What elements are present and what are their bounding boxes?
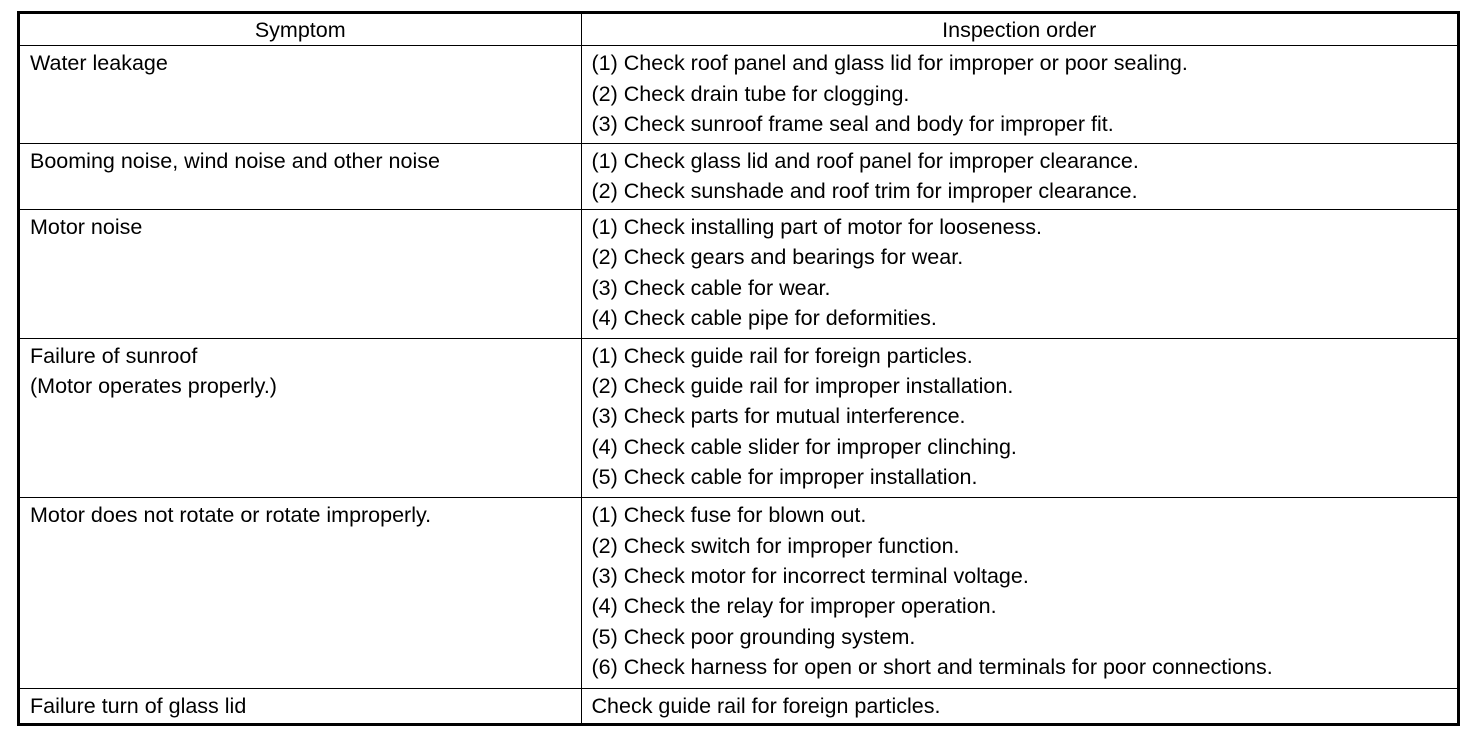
table-row [20,338,1457,498]
symptom-cell [20,143,581,209]
symptom-column-header: Symptom [20,14,581,46]
symptom-text: Failure turn of glass lid [30,693,247,718]
table-row [20,498,1457,689]
inspection-step: (4) Check cable pipe for deformities. [591,306,937,331]
inspection-step: (4) Check the relay for improper operation. [591,594,997,619]
table-row [20,688,1457,723]
inspection-step: (2) Check drain tube for clogging. [591,81,910,106]
symptom-text: Motor noise [30,215,143,240]
inspection-step: (1) Check guide rail for foreign particles. [591,343,973,368]
inspection-cell [581,143,1457,209]
inspection-order-column-header: Inspection order [581,14,1457,46]
inspection-cell [581,498,1457,689]
symptom-text: Failure of sunroof [30,343,198,368]
inspection-step: (1) Check installing part of motor for looseness. [591,215,1043,240]
table-row [20,143,1457,209]
inspection-step: Check guide rail for foreign particles. [591,693,941,718]
symptom-text: Motor does not rotate or rotate improperly. [30,503,432,528]
inspection-step: (1) Check glass lid and roof panel for improper clearance. [591,148,1139,173]
inspection-step: (3) Check parts for mutual interference. [591,404,966,429]
inspection-step: (2) Check switch for improper function. [591,533,960,558]
symptom-cell [20,688,581,723]
inspection-cell [581,688,1457,723]
inspection-step: (5) Check cable for improper installation. [591,465,978,490]
inspection-step: (3) Check cable for wear. [591,275,831,300]
inspection-step: (4) Check cable slider for improper clinching. [591,434,1017,459]
inspection-step: (3) Check motor for incorrect terminal voltage. [591,563,1029,588]
header-row [20,14,1457,46]
table-row [20,46,1457,143]
inspection-step: (6) Check harness for open or short and terminals for poor connections. [591,655,1273,680]
inspection-cell [581,210,1457,338]
symptom-text: Water leakage [30,51,168,76]
inspection-cell [581,46,1457,143]
inspection-step: (3) Check sunroof frame seal and body for improper fit. [591,112,1114,137]
symptom-cell [20,338,581,498]
symptom-cell [20,210,581,338]
inspection-step: (5) Check poor grounding system. [591,624,916,649]
diagnosis-table-frame [17,11,1460,726]
table-row [20,210,1457,338]
symptom-note: (Motor operates properly.) [30,373,277,398]
symptom-cell [20,46,581,143]
diagnosis-table [20,14,1457,723]
inspection-step: (2) Check gears and bearings for wear. [591,245,964,270]
inspection-step: (1) Check roof panel and glass lid for improper or poor sealing. [591,51,1188,76]
inspection-step: (2) Check guide rail for improper installation. [591,373,1014,398]
inspection-step: (1) Check fuse for blown out. [591,503,867,528]
inspection-cell [581,338,1457,498]
symptom-cell [20,498,581,689]
symptom-text: Booming noise, wind noise and other noise [30,148,440,173]
inspection-step: (2) Check sunshade and roof trim for improper clearance. [591,179,1138,204]
